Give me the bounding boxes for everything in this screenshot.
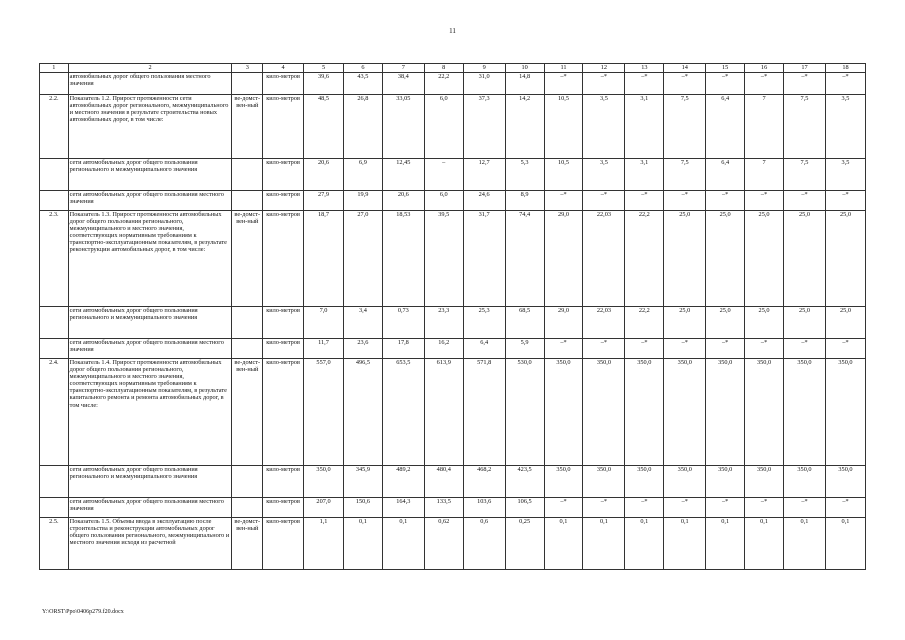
value-cell: –* [544,73,583,95]
value-cell: 20,6 [304,159,344,191]
unit-cell: кило-метров [263,95,304,159]
value-cell: 22,2 [625,307,664,339]
value-cell: –* [745,73,784,95]
value-cell: 5,9 [505,339,544,359]
col-header: 13 [625,64,664,73]
value-cell: –* [664,339,706,359]
value-cell: 25,0 [706,307,745,339]
measure-type-cell [232,159,263,191]
value-cell: 530,0 [505,359,544,466]
value-cell: –* [745,339,784,359]
value-cell: 3,1 [625,95,664,159]
indicators-table [39,63,866,570]
value-cell: 19,9 [343,191,382,211]
value-cell: 3,5 [825,159,865,191]
unit-cell: кило-метров [263,211,304,307]
value-cell: 23,6 [343,339,382,359]
value-cell: 3,5 [583,159,625,191]
col-header: 2 [68,64,232,73]
value-cell: –* [664,73,706,95]
row-number-cell [40,466,69,498]
value-cell: –* [784,191,826,211]
col-header: 15 [706,64,745,73]
value-cell: 350,0 [706,466,745,498]
indicator-name-cell: сети автомобильных дорог общего пользования регионального и межмуниципального значения [68,466,232,498]
value-cell: 39,6 [304,73,344,95]
unit-cell: кило-метров [263,466,304,498]
indicator-name-cell: Показатель 1.2. Прирост протяженности сети автомобильных дорог регионального, межмуниципального и местного значения в результате строительства новых автомобильных дорог, в том числе: [68,95,232,159]
row-number-cell [40,339,69,359]
value-cell: 207,0 [304,498,344,518]
value-cell: 25,3 [463,307,505,339]
indicator-name-cell: сети автомобильных дорог общего пользования регионального и межмуниципального значения [68,307,232,339]
unit-cell: кило-метров [263,518,304,570]
value-cell: 345,9 [343,466,382,498]
value-cell: 7,0 [304,307,344,339]
value-cell: –* [706,191,745,211]
value-cell: 350,0 [625,466,664,498]
value-cell: –* [583,498,625,518]
page-number: 11 [449,27,456,35]
value-cell: 0,1 [706,518,745,570]
value-cell: 350,0 [745,359,784,466]
value-cell: 103,6 [463,498,505,518]
value-cell: 350,0 [745,466,784,498]
table-row [40,95,866,159]
value-cell: 26,8 [343,95,382,159]
value-cell: 29,0 [544,211,583,307]
value-cell: 350,0 [664,466,706,498]
value-cell: 480,4 [424,466,463,498]
unit-cell: кило-метров [263,339,304,359]
col-header: 17 [784,64,826,73]
value-cell: 10,5 [544,159,583,191]
value-cell: 6,4 [706,159,745,191]
measure-type-cell: ве-домст-вен-ный [232,95,263,159]
value-cell: 22,2 [424,73,463,95]
value-cell: 7 [745,159,784,191]
col-header: 9 [463,64,505,73]
value-cell: 468,2 [463,466,505,498]
value-cell: 25,0 [745,307,784,339]
value-cell: 350,0 [706,359,745,466]
value-cell: 350,0 [625,359,664,466]
value-cell: –* [825,339,865,359]
file-path-footer: Y:\ORST\Ppo\0406p279.f20.docx [42,609,124,615]
value-cell: 350,0 [583,359,625,466]
col-header: 4 [263,64,304,73]
col-header: 7 [382,64,424,73]
table-row [40,339,866,359]
value-cell: 0,1 [784,518,826,570]
value-cell: 27,0 [343,211,382,307]
col-header: 6 [343,64,382,73]
measure-type-cell: ве-домст-вен-ный [232,359,263,466]
value-cell: 3,5 [825,95,865,159]
value-cell: 6,4 [706,95,745,159]
value-cell: 6,4 [463,339,505,359]
measure-type-cell [232,339,263,359]
value-cell: 43,5 [343,73,382,95]
value-cell: 7,5 [784,95,826,159]
table-row [40,307,866,339]
value-cell: 25,0 [784,307,826,339]
value-cell: 350,0 [544,359,583,466]
value-cell: 0,73 [382,307,424,339]
value-cell: 31,7 [463,211,505,307]
row-number-cell: 2.3. [40,211,69,307]
unit-cell: кило-метров [263,359,304,466]
value-cell: 18,53 [382,211,424,307]
value-cell: 25,0 [825,211,865,307]
value-cell: –* [583,191,625,211]
value-cell: –* [625,73,664,95]
value-cell: 1,1 [304,518,344,570]
value-cell: –* [745,191,784,211]
value-cell: –* [544,498,583,518]
measure-type-cell [232,307,263,339]
measure-type-cell: ве-домст-вен-ный [232,211,263,307]
unit-cell: кило-метров [263,191,304,211]
col-header: 16 [745,64,784,73]
value-cell: 6,0 [424,191,463,211]
col-header: 3 [232,64,263,73]
indicator-name-cell: Показатель 1.4. Прирост протяженности автомобильных дорог общего пользования регионального, межмуниципального и местного значения, соответствующих нормативным требованиям к транспортно-эксплуатационным показателям, в результате капитального ремонта и ремонта автомобильных дорог, в том числе: [68,359,232,466]
unit-cell: кило-метров [263,307,304,339]
value-cell: –* [625,191,664,211]
value-cell: 350,0 [664,359,706,466]
value-cell: 12,45 [382,159,424,191]
value-cell: –* [544,339,583,359]
value-cell: 350,0 [304,466,344,498]
value-cell: 350,0 [583,466,625,498]
row-number-cell [40,73,69,95]
value-cell: 423,5 [505,466,544,498]
value-cell: –* [745,498,784,518]
table-row [40,159,866,191]
value-cell: 12,7 [463,159,505,191]
indicator-name-cell: автомобильных дорог общего пользования местного значения [68,73,232,95]
value-cell: 25,0 [664,307,706,339]
value-cell: 7,5 [664,159,706,191]
value-cell: 25,0 [784,211,826,307]
measure-type-cell: ве-домст-вен-ный [232,518,263,570]
table-row [40,211,866,307]
value-cell: 0,25 [505,518,544,570]
value-cell: 27,9 [304,191,344,211]
col-header: 5 [304,64,344,73]
col-header: 1 [40,64,69,73]
value-cell: –* [825,73,865,95]
value-cell: 0,1 [745,518,784,570]
value-cell: 0,1 [343,518,382,570]
value-cell: 33,05 [382,95,424,159]
value-cell: 6,0 [424,95,463,159]
value-cell: –* [784,73,826,95]
value-cell: 22,03 [583,211,625,307]
value-cell: 164,3 [382,498,424,518]
value-cell: 6,9 [343,159,382,191]
indicator-name-cell: Показатель 1.5. Объемы ввода в эксплуатацию после строительства и реконструкции автомобильных дорог общего пользования регионального, межмуниципального и местного значения исходя из расчетной [68,518,232,570]
value-cell: 653,5 [382,359,424,466]
value-cell: 0,1 [825,518,865,570]
value-cell: 25,0 [825,307,865,339]
value-cell: 48,5 [304,95,344,159]
col-header: 8 [424,64,463,73]
value-cell: –* [784,498,826,518]
row-number-cell: 2.5. [40,518,69,570]
value-cell: 25,0 [664,211,706,307]
col-header: 10 [505,64,544,73]
value-cell: 22,2 [625,211,664,307]
measure-type-cell [232,191,263,211]
value-cell: 0,6 [463,518,505,570]
value-cell: –* [625,339,664,359]
value-cell: 350,0 [825,466,865,498]
indicator-name-cell: сети автомобильных дорог общего пользования местного значения [68,191,232,211]
value-cell: 3,1 [625,159,664,191]
value-cell: 0,62 [424,518,463,570]
value-cell: 7,5 [664,95,706,159]
unit-cell: кило-метров [263,73,304,95]
table-row [40,73,866,95]
value-cell: 16,2 [424,339,463,359]
measure-type-cell [232,466,263,498]
row-number-cell [40,191,69,211]
value-cell: 0,1 [544,518,583,570]
value-cell: 557,0 [304,359,344,466]
col-header: 11 [544,64,583,73]
value-cell: 37,3 [463,95,505,159]
value-cell: 150,6 [343,498,382,518]
col-header: 12 [583,64,625,73]
col-header: 18 [825,64,865,73]
value-cell: –* [706,498,745,518]
indicator-name-cell: сети автомобильных дорог общего пользования местного значения [68,339,232,359]
value-cell: 23,3 [424,307,463,339]
value-cell: 0,1 [664,518,706,570]
value-cell: 38,4 [382,73,424,95]
value-cell: 350,0 [544,466,583,498]
value-cell: 20,6 [382,191,424,211]
value-cell: 0,1 [382,518,424,570]
value-cell: 7 [745,95,784,159]
value-cell: 17,8 [382,339,424,359]
value-cell: –* [825,191,865,211]
value-cell: 11,7 [304,339,344,359]
col-header: 14 [664,64,706,73]
measure-type-cell [232,73,263,95]
row-number-cell [40,159,69,191]
value-cell: 74,4 [505,211,544,307]
unit-cell: кило-метров [263,159,304,191]
value-cell: 22,03 [583,307,625,339]
row-number-cell: 2.4. [40,359,69,466]
value-cell: 25,0 [745,211,784,307]
table-row [40,191,866,211]
value-cell: 5,3 [505,159,544,191]
value-cell: –* [706,73,745,95]
row-number-cell: 2.2. [40,95,69,159]
value-cell: –* [583,339,625,359]
value-cell: 489,2 [382,466,424,498]
value-cell: –* [664,498,706,518]
value-cell: 3,5 [583,95,625,159]
value-cell: 613,9 [424,359,463,466]
value-cell: – [424,159,463,191]
value-cell: 14,8 [505,73,544,95]
value-cell: 29,0 [544,307,583,339]
value-cell: 133,5 [424,498,463,518]
value-cell: –* [625,498,664,518]
value-cell: 0,1 [583,518,625,570]
value-cell: 571,8 [463,359,505,466]
value-cell: –* [583,73,625,95]
value-cell: 3,4 [343,307,382,339]
value-cell: 68,5 [505,307,544,339]
value-cell: 14,2 [505,95,544,159]
indicator-name-cell: Показатель 1.3. Прирост протяженности автомобильных дорог общего пользования регионального, межмуниципального и местного значения, соответствующих нормативным требованиям к транспортно-эксплуатационным показателям, в результате реконструкции автомобильных дорог, в том числе: [68,211,232,307]
value-cell: 350,0 [784,466,826,498]
value-cell: 8,9 [505,191,544,211]
table-row [40,359,866,466]
value-cell: 496,5 [343,359,382,466]
value-cell: 31,0 [463,73,505,95]
unit-cell: кило-метров [263,498,304,518]
value-cell: –* [784,339,826,359]
value-cell: 7,5 [784,159,826,191]
value-cell: –* [825,498,865,518]
indicator-name-cell: сети автомобильных дорог общего пользования местного значения [68,498,232,518]
value-cell: –* [706,339,745,359]
value-cell: 350,0 [825,359,865,466]
column-number-row [40,64,866,73]
row-number-cell [40,307,69,339]
value-cell: 18,7 [304,211,344,307]
value-cell: 10,5 [544,95,583,159]
value-cell: 106,5 [505,498,544,518]
value-cell: 24,6 [463,191,505,211]
value-cell: 350,0 [784,359,826,466]
measure-type-cell [232,498,263,518]
value-cell: 39,5 [424,211,463,307]
table-row [40,498,866,518]
value-cell: –* [544,191,583,211]
value-cell: 25,0 [706,211,745,307]
table-row [40,466,866,498]
table-row [40,518,866,570]
value-cell: 0,1 [625,518,664,570]
value-cell: –* [664,191,706,211]
row-number-cell [40,498,69,518]
indicator-name-cell: сети автомобильных дорог общего пользования регионального и межмуниципального значения [68,159,232,191]
